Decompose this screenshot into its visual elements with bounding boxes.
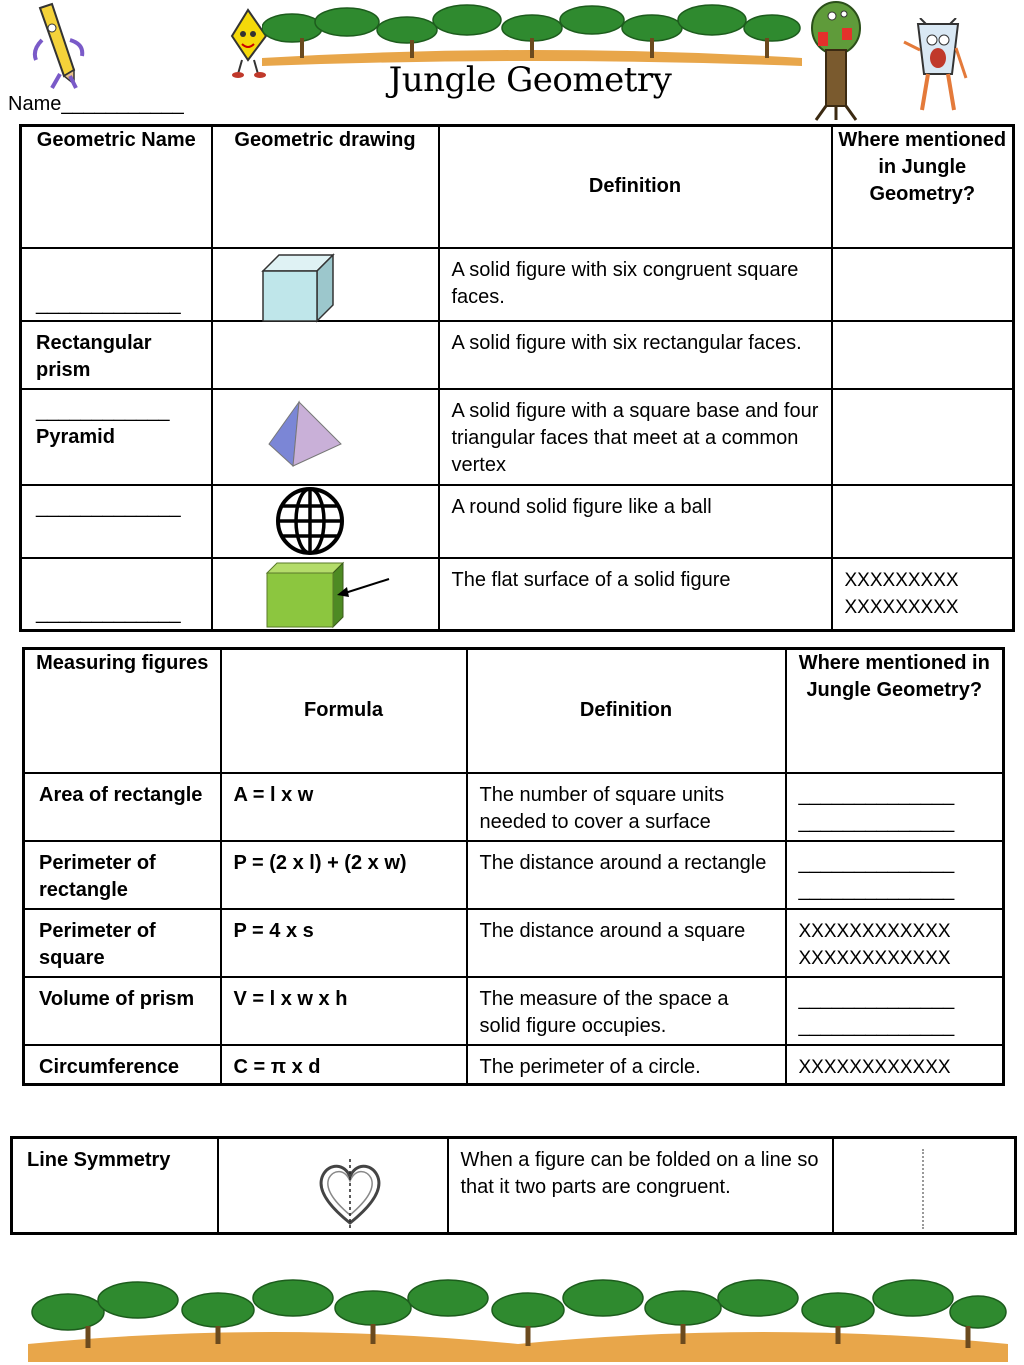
drawing-cell [212, 389, 439, 485]
header-measuring-figures: Measuring figures [24, 649, 221, 773]
definition-cell: The number of square units needed to cover a surface [467, 773, 786, 841]
where-cell[interactable]: ______________ ______________ [786, 841, 1004, 909]
formula-cell: V = l x w x h [221, 977, 467, 1045]
where-cell[interactable] [832, 248, 1014, 321]
drawing-cell [212, 485, 439, 558]
table-row [24, 1045, 1004, 1085]
globe-icon [273, 486, 347, 556]
measuring-figures-table [22, 647, 1005, 1086]
formula-cell: C = π x d [221, 1045, 467, 1085]
definition-cell: The distance around a rectangle [467, 841, 786, 909]
pyramid-icon [265, 400, 345, 468]
drawing-cell [212, 558, 439, 631]
where-cell[interactable] [832, 389, 1014, 485]
where-cell[interactable]: ______________ ______________ [786, 977, 1004, 1045]
definition-cell: The perimeter of a circle. [467, 1045, 786, 1085]
definition-cell: The distance around a square [467, 909, 786, 977]
where-cell: XXXXXXXXXXXX XXXXXXXXXXXX [786, 909, 1004, 977]
name-line: Name___________ [8, 93, 184, 115]
where-cell[interactable] [833, 1138, 1016, 1234]
formula-cell: P = 4 x s [221, 909, 467, 977]
measure-name: Circumference [24, 1045, 221, 1085]
drawing-cell [212, 321, 439, 389]
header-geometric-name: Geometric Name [21, 126, 212, 248]
table-row [24, 977, 1004, 1045]
table-row [21, 389, 1014, 485]
where-cell[interactable]: ______________ ______________ [786, 773, 1004, 841]
line-symmetry-table [10, 1136, 1017, 1235]
header-definition: Definition [467, 649, 786, 773]
formula-cell: P = (2 x l) + (2 x w) [221, 841, 467, 909]
fold-line [922, 1149, 924, 1229]
table-row [21, 558, 1014, 631]
measure-name: Perimeter of square [24, 909, 221, 977]
cube-icon [261, 253, 335, 323]
where-cell: XXXXXXXXXXXX [786, 1045, 1004, 1085]
jungle-trees-bottom-icon [28, 1272, 1008, 1364]
where-cell[interactable] [832, 321, 1014, 389]
drawing-cell [212, 248, 439, 321]
answer-blank[interactable]: _____________ [21, 248, 212, 321]
answer-blank[interactable]: _____________ [21, 558, 212, 631]
measure-name: Volume of prism [24, 977, 221, 1045]
header-where-mentioned: Where mentioned in Jungle Geometry? [786, 649, 1004, 773]
definition-cell: A round solid figure like a ball [439, 485, 832, 558]
header-definition: Definition [439, 126, 832, 248]
shape-name: Pyramid [36, 425, 115, 448]
definition-cell: A solid figure with six rectangular faces. [439, 321, 832, 389]
pencil-character-icon [30, 0, 90, 92]
measure-name: Area of rectangle [24, 773, 221, 841]
table-row [24, 773, 1004, 841]
definition-cell: The flat surface of a solid figure [439, 558, 832, 631]
table-row [12, 1138, 1016, 1234]
drawing-cell [218, 1138, 448, 1234]
table-row [24, 909, 1004, 977]
page-title: Jungle Geometry [388, 60, 672, 100]
shape-name: Rectangular prism [21, 321, 212, 389]
shape-name-cell [21, 389, 212, 485]
header-where-mentioned: Where mentioned in Jungle Geometry? [832, 126, 1014, 248]
geometric-shapes-table [19, 124, 1015, 632]
answer-blank[interactable]: ____________ [36, 399, 170, 422]
definition-cell: A solid figure with a square base and four triangular faces that meet at a common vertex [439, 389, 832, 485]
definition-cell: A solid figure with six congruent square faces. [439, 248, 832, 321]
tree-character-icon [808, 0, 864, 122]
header-geometric-drawing: Geometric drawing [212, 126, 439, 248]
table-row [21, 321, 1014, 389]
formula-cell: A = l x w [221, 773, 467, 841]
table-row [24, 841, 1004, 909]
where-cell[interactable] [832, 485, 1014, 558]
header-formula: Formula [221, 649, 467, 773]
shape-name: Line Symmetry [12, 1138, 218, 1234]
green-cube-arrow-icon [265, 561, 395, 629]
answer-blank[interactable]: _____________ [21, 485, 212, 558]
measure-name: Perimeter of rectangle [24, 841, 221, 909]
table-row [21, 248, 1014, 321]
definition-cell: The measure of the space a solid figure occupies. [467, 977, 786, 1045]
bug-character-icon [902, 18, 972, 118]
where-cell: XXXXXXXXX XXXXXXXXX [832, 558, 1014, 631]
definition-cell: When a figure can be folded on a line so that it two parts are congruent. [448, 1138, 833, 1234]
table-row [21, 485, 1014, 558]
heart-symmetry-icon [315, 1157, 385, 1233]
